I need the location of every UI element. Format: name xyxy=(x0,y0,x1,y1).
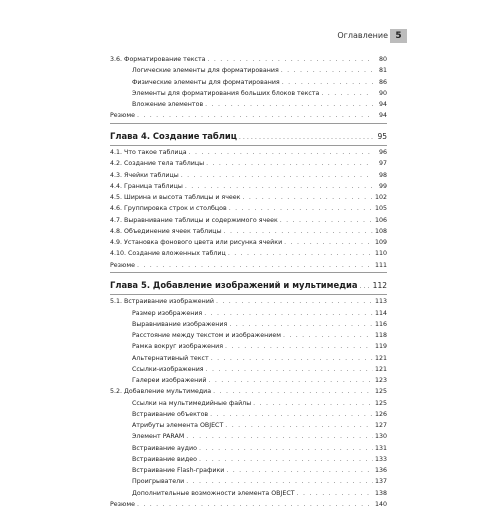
dot-leader xyxy=(205,99,373,110)
entry-page-number: 121 xyxy=(374,365,387,373)
toc-subentry[interactable] xyxy=(110,65,387,76)
chapter-divider xyxy=(110,294,387,295)
toc-entry[interactable] xyxy=(110,181,387,192)
entry-title: 4.5. Ширина и высота таблицы и ячеек xyxy=(110,194,241,201)
chapter-page-number: 95 xyxy=(377,132,387,141)
toc-entry[interactable] xyxy=(110,386,387,397)
entry-page-number: 138 xyxy=(374,489,387,497)
entry-title: 5.2. Добавление мультимедиа xyxy=(110,388,212,396)
toc-subentry[interactable] xyxy=(110,454,387,465)
dot-leader xyxy=(181,170,373,181)
entry-page-number: 114 xyxy=(374,309,387,317)
entry-title: Расстояние между текстом и изображением xyxy=(132,332,281,339)
entry-page-number: 98 xyxy=(378,171,387,179)
entry-title: 4.10. Создание вложенных таблиц xyxy=(110,250,226,258)
dot-leader xyxy=(189,147,373,158)
entry-title: Элементы для форматирования больших блоков текста xyxy=(132,89,320,97)
entry-page-number: 94 xyxy=(378,112,387,120)
entry-title: Атрибуты элемента OBJECT xyxy=(132,422,224,429)
entry-title: Дополнительные возможности элемента OBJECT xyxy=(132,489,295,497)
entry-page-number: 131 xyxy=(374,444,387,452)
toc-subentry[interactable] xyxy=(110,431,387,442)
toc-entry[interactable] xyxy=(110,260,387,271)
page-header xyxy=(0,29,500,43)
entry-page-number: 81 xyxy=(378,67,387,75)
dot-leader xyxy=(284,237,373,248)
entry-page-number: 113 xyxy=(374,298,387,306)
entry-page-number: 123 xyxy=(374,377,387,384)
chapter-divider xyxy=(110,272,387,273)
dot-leader xyxy=(229,203,373,214)
entry-page-number: 86 xyxy=(378,78,387,86)
entry-page-number: 96 xyxy=(378,149,387,156)
header-page-number: 5 xyxy=(390,29,407,43)
entry-page-number: 140 xyxy=(374,500,387,508)
toc-subentry[interactable] xyxy=(110,319,387,330)
entry-title: Встраивание Flash-графики xyxy=(132,467,225,474)
entry-title: Резюме xyxy=(110,261,135,269)
entry-title: Резюме xyxy=(110,500,135,508)
toc-subentry[interactable] xyxy=(110,308,387,319)
entry-title: 4.3. Ячейки таблицы xyxy=(110,171,179,179)
dot-leader xyxy=(206,364,373,375)
toc-subentry[interactable] xyxy=(110,443,387,454)
dot-leader xyxy=(282,77,373,88)
dot-leader xyxy=(211,353,373,364)
toc-entry[interactable] xyxy=(110,192,387,203)
entry-title: Ссылки-изображения xyxy=(132,365,204,373)
entry-title: Проигрыватели xyxy=(132,478,185,486)
entry-page-number: 116 xyxy=(374,320,387,328)
entry-page-number: 130 xyxy=(374,433,387,441)
entry-title: Встраивание аудио xyxy=(132,444,197,452)
dot-leader xyxy=(281,65,373,76)
toc-entry[interactable] xyxy=(110,499,387,510)
toc-entry[interactable] xyxy=(110,170,387,181)
entry-page-number: 119 xyxy=(374,343,387,351)
entry-title: Размер изображения xyxy=(132,309,203,317)
entry-page-number: 118 xyxy=(374,332,387,339)
toc-entry[interactable] xyxy=(110,203,387,214)
toc-entry[interactable] xyxy=(110,147,387,158)
toc-entry[interactable] xyxy=(110,237,387,248)
chapter-title: Глава 5. Добавление изображений и мультимедиа xyxy=(110,280,358,291)
entry-page-number: 102 xyxy=(374,194,387,201)
entry-page-number: 133 xyxy=(374,455,387,463)
dot-leader xyxy=(137,260,373,271)
dot-leader xyxy=(216,296,373,307)
entry-title: 5.1. Встраивание изображений xyxy=(110,298,214,306)
dot-leader xyxy=(239,131,376,144)
entry-page-number: 111 xyxy=(374,261,387,269)
entry-page-number: 94 xyxy=(378,101,387,108)
toc-entry[interactable] xyxy=(110,296,387,307)
toc-entry[interactable] xyxy=(110,158,387,169)
dot-leader xyxy=(253,398,373,409)
entry-title: Альтернативный текст xyxy=(132,354,209,362)
toc-entry[interactable] xyxy=(110,226,387,237)
dot-leader xyxy=(210,409,373,420)
chapter-heading[interactable] xyxy=(110,279,387,292)
dot-leader xyxy=(359,280,370,293)
dot-leader xyxy=(224,226,373,237)
entry-title: 4.4. Граница таблицы xyxy=(110,182,183,190)
chapter-heading[interactable] xyxy=(110,130,387,143)
dot-leader xyxy=(204,308,373,319)
toc-subentry[interactable] xyxy=(110,77,387,88)
dot-leader xyxy=(213,386,373,397)
dot-leader xyxy=(208,54,374,65)
entry-title: 4.6. Группировка строк и столбцов xyxy=(110,205,227,213)
dot-leader xyxy=(186,476,373,487)
entry-title: Галереи изображений xyxy=(132,377,207,384)
entry-title: 4.7. Выравнивание таблицы и содержимого ячеек xyxy=(110,216,278,224)
table-of-contents xyxy=(110,54,387,510)
dot-leader xyxy=(297,488,373,499)
entry-page-number: 106 xyxy=(374,216,387,224)
toc-subentry[interactable] xyxy=(110,353,387,364)
entry-title: Логические элементы для форматирования xyxy=(132,67,279,75)
toc-subentry[interactable] xyxy=(110,465,387,476)
entry-title: Встраивание объектов xyxy=(132,410,209,418)
toc-subentry[interactable] xyxy=(110,420,387,431)
entry-title: Резюме xyxy=(110,112,135,120)
entry-title: Рамка вокруг изображения xyxy=(132,343,224,351)
entry-page-number: 136 xyxy=(374,467,387,474)
dot-leader xyxy=(185,181,373,192)
entry-title: 3.6. Форматирование текста xyxy=(110,56,206,63)
chapter-divider xyxy=(110,145,387,146)
dot-leader xyxy=(137,110,373,121)
dot-leader xyxy=(137,499,373,510)
dot-leader xyxy=(228,248,373,259)
entry-title: 4.1. Что такое таблица xyxy=(110,149,187,156)
entry-page-number: 99 xyxy=(378,182,387,190)
entry-title: Ссылки на мультимедийные файлы xyxy=(132,399,252,407)
entry-page-number: 90 xyxy=(378,89,387,97)
dot-leader xyxy=(199,454,373,465)
dot-leader xyxy=(226,465,373,476)
entry-title: Вложение элементов xyxy=(132,101,204,108)
toc-subentry[interactable] xyxy=(110,364,387,375)
dot-leader xyxy=(242,192,372,203)
toc-entry[interactable] xyxy=(110,248,387,259)
toc-subentry[interactable] xyxy=(110,476,387,487)
entry-title: 4.2. Создание тела таблицы xyxy=(110,160,205,168)
dot-leader xyxy=(280,215,373,226)
entry-title: 4.8. Объединение ячеек таблицы xyxy=(110,227,222,235)
entry-title: Выравнивание изображения xyxy=(132,320,228,328)
header-title: Оглавление xyxy=(337,31,388,40)
entry-page-number: 125 xyxy=(374,399,387,407)
dot-leader xyxy=(225,341,373,352)
toc-entry[interactable] xyxy=(110,215,387,226)
dot-leader xyxy=(208,375,373,386)
dot-leader xyxy=(229,319,373,330)
chapter-page-number: 112 xyxy=(372,281,387,291)
dot-leader xyxy=(186,431,373,442)
entry-title: Элемент PARAM xyxy=(132,433,185,441)
entry-page-number: 110 xyxy=(374,250,387,258)
entry-title: 4.9. Установка фонового цвета или рисунка ячейки xyxy=(110,239,283,246)
entry-title: Физические элементы для форматирования xyxy=(132,78,280,86)
entry-page-number: 121 xyxy=(374,354,387,362)
toc-entry[interactable] xyxy=(110,54,387,65)
dot-leader xyxy=(199,443,373,454)
entry-page-number: 108 xyxy=(374,227,387,235)
toc-subentry[interactable] xyxy=(110,99,387,110)
entry-page-number: 109 xyxy=(374,239,387,246)
entry-page-number: 125 xyxy=(374,388,387,396)
entry-page-number: 137 xyxy=(374,478,387,486)
toc-entry[interactable] xyxy=(110,110,387,121)
toc-subentry[interactable] xyxy=(110,409,387,420)
toc-subentry[interactable] xyxy=(110,330,387,341)
entry-page-number: 127 xyxy=(374,422,387,429)
dot-leader xyxy=(321,88,373,99)
chapter-title: Глава 4. Создание таблиц xyxy=(110,131,237,141)
toc-subentry[interactable] xyxy=(110,398,387,409)
entry-page-number: 80 xyxy=(378,56,387,63)
toc-subentry[interactable] xyxy=(110,88,387,99)
toc-subentry[interactable] xyxy=(110,341,387,352)
dot-leader xyxy=(225,420,373,431)
entry-page-number: 126 xyxy=(374,410,387,418)
toc-subentry[interactable] xyxy=(110,375,387,386)
chapter-divider xyxy=(110,123,387,124)
dot-leader xyxy=(206,158,373,169)
entry-title: Встраивание видео xyxy=(132,455,197,463)
dot-leader xyxy=(283,330,373,341)
entry-page-number: 97 xyxy=(378,160,387,168)
toc-subentry[interactable] xyxy=(110,488,387,499)
entry-page-number: 105 xyxy=(374,205,387,213)
